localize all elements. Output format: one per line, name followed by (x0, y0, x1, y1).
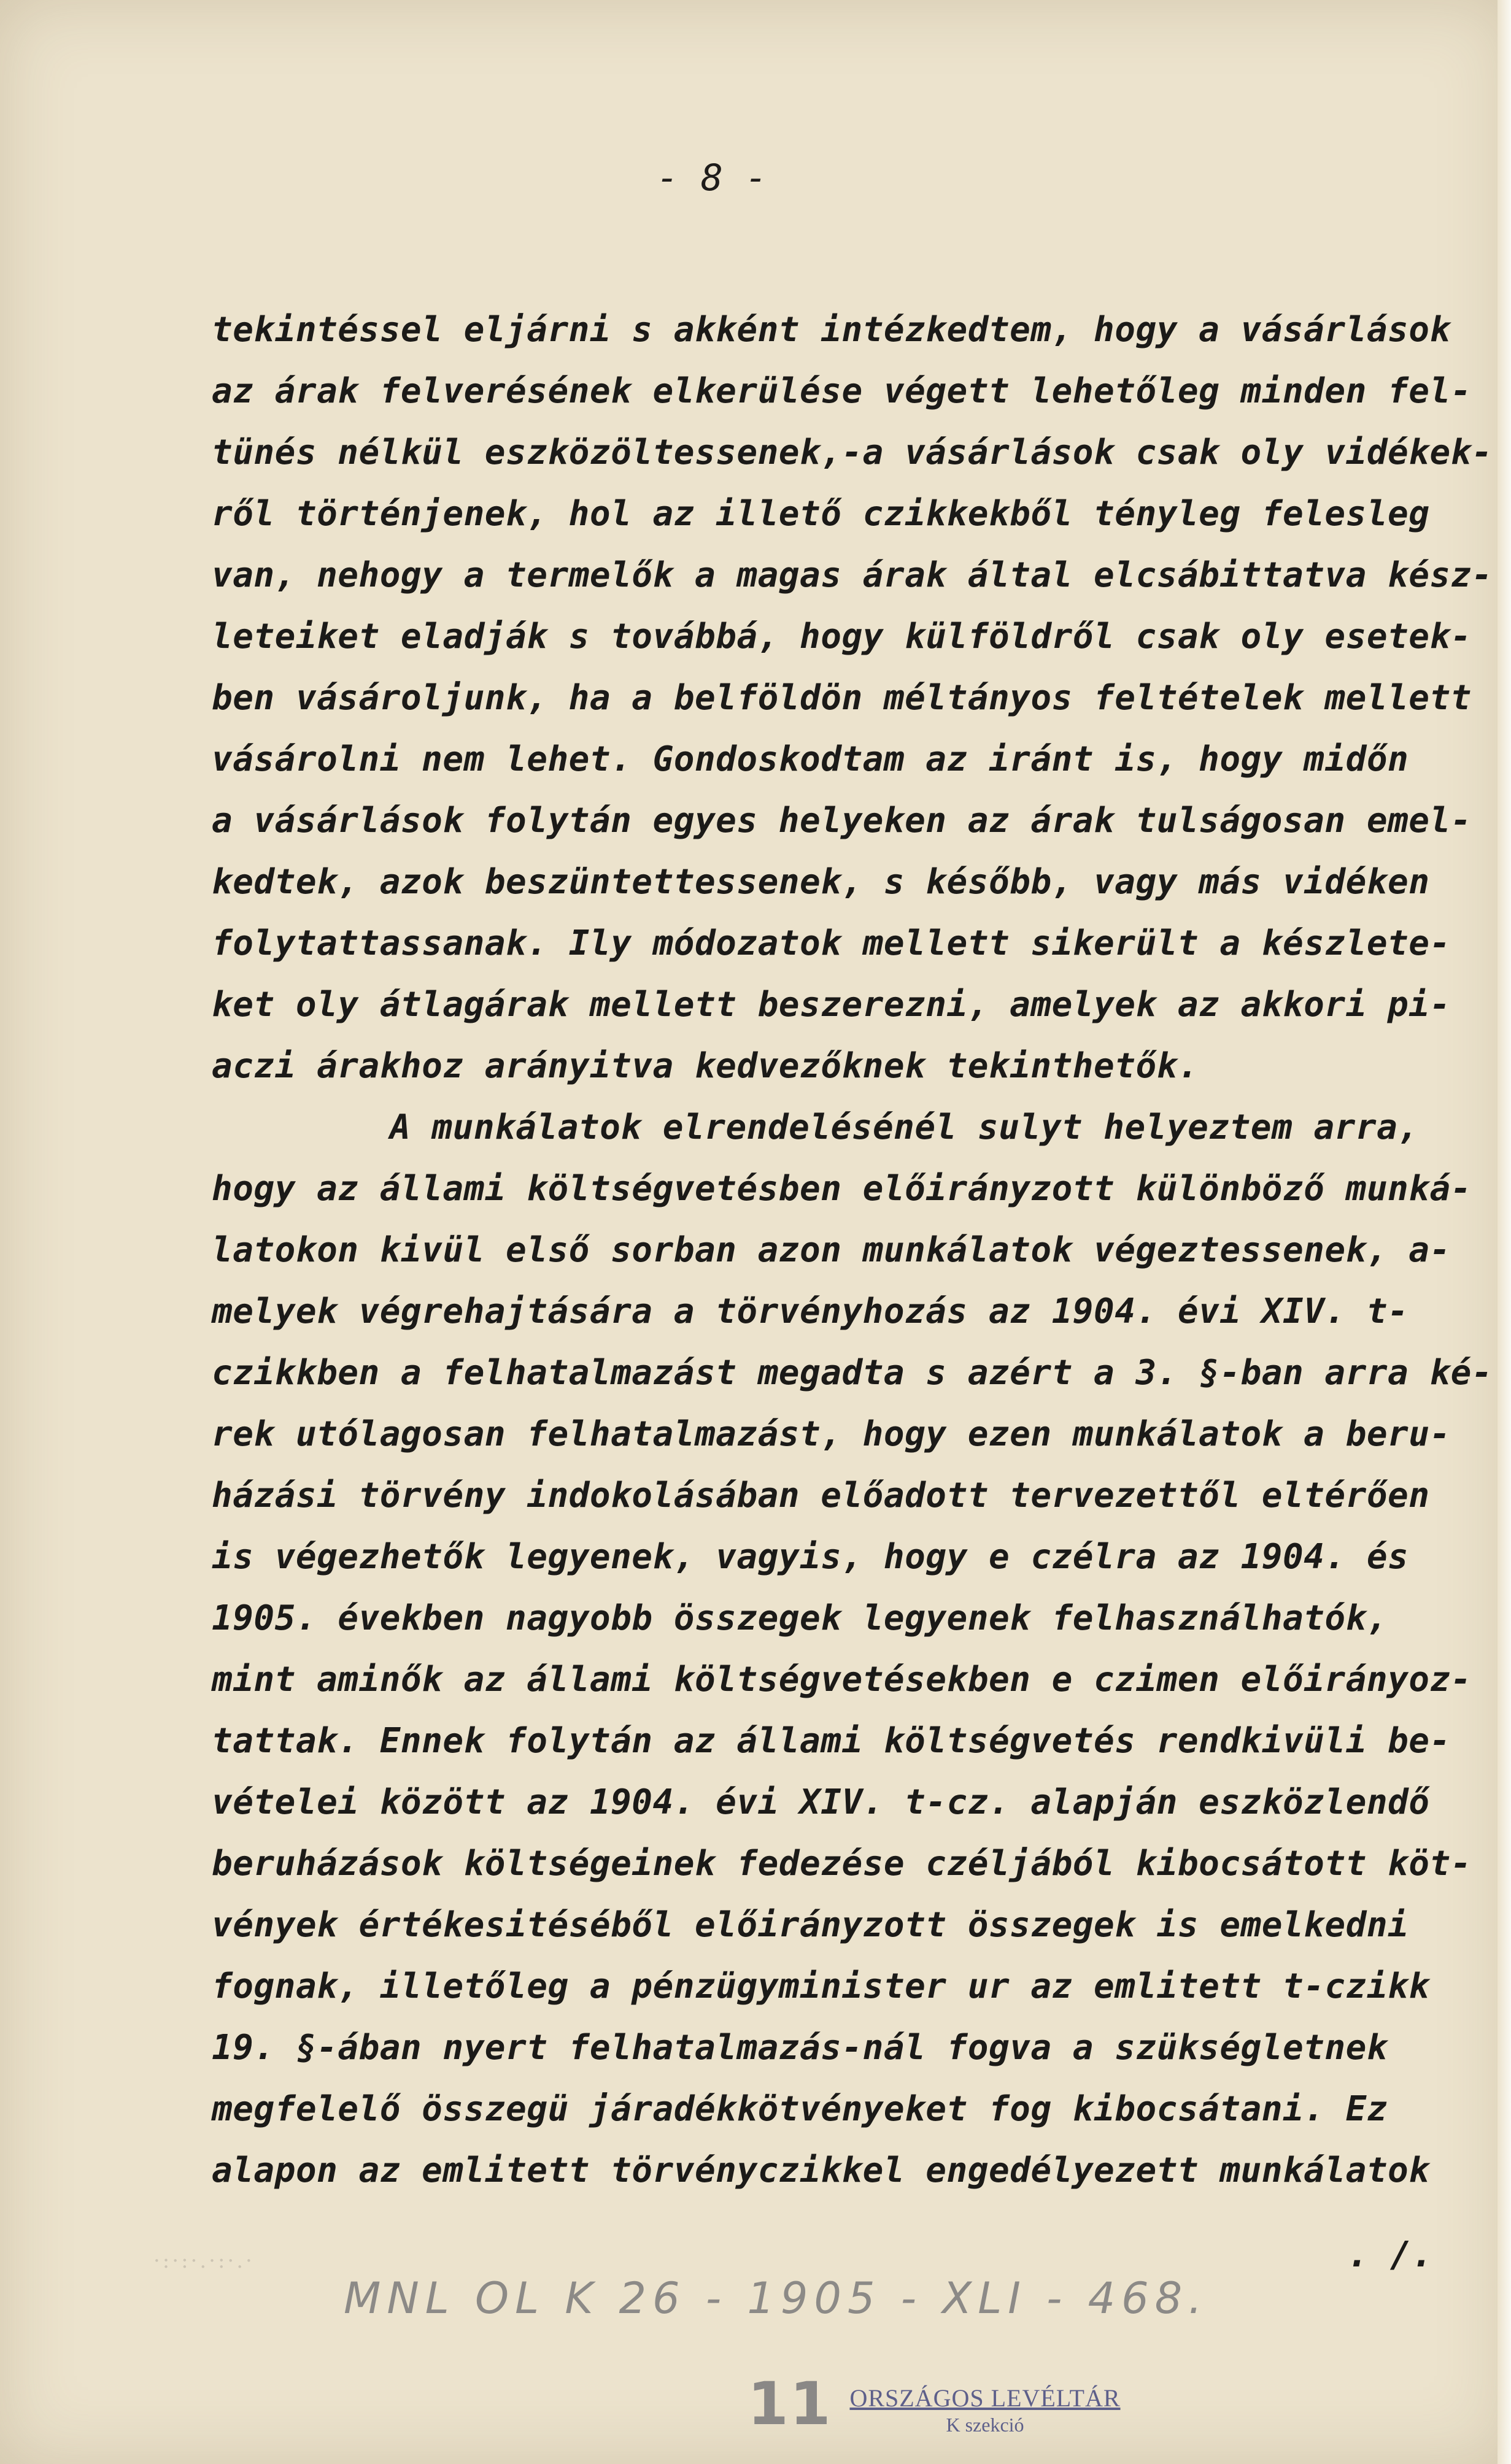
text-line: 19. §-ában nyert felhatalmazás-nál fogva a szükségletnek (212, 2028, 1388, 2068)
text-line: czikkben a felhatalmazást megadta s azért a 3. §-ban arra ké- (212, 1353, 1493, 1393)
archive-stamp (844, 2384, 1126, 2436)
text-line: van, nehogy a termelők a magas árak által elcsábittatva kész- (212, 555, 1493, 595)
text-line: alapon az emlitett törvényczikkel engedélyezett munkálatok (212, 2150, 1430, 2190)
body-text (212, 299, 1493, 2201)
text-line: ket oly átlagárak mellett beszerezni, amelyek az akkori pi- (212, 985, 1451, 1025)
text-line: aczi árakhoz arányitva kedvezőknek tekinthetők. (212, 1046, 1199, 1086)
text-line: ben vásároljunk, ha a belföldön méltányos feltételek mellett (212, 678, 1472, 718)
text-line: fognak, illetőleg a pénzügyminister ur az emlitett t-czikk (212, 1966, 1430, 2006)
page-number: - 8 - (656, 156, 768, 199)
scan-edge (1497, 0, 1511, 2464)
text-line: 1905. években nagyobb összegek legyenek felhasználhatók, (212, 1598, 1388, 1638)
text-line: is végezhetők legyenek, vagyis, hogy e czélra az 1904. és (212, 1537, 1409, 1577)
archival-reference-note: MNL OL K 26 - 1905 - XLI - 468. (344, 2273, 1208, 2323)
archive-stamp-section: K szekció (946, 2414, 1024, 2436)
archive-stamp-name: ORSZÁGOS LEVÉLTÁR (849, 2384, 1121, 2412)
text-line: latokon kivül első sorban azon munkálatok végeztessenek, a- (212, 1230, 1451, 1270)
text-line: házási törvény indokolásában előadott tervezettől eltérően (212, 1476, 1430, 1515)
text-line: vételei között az 1904. évi XIV. t-cz. alapján eszközlendő (212, 1782, 1430, 1822)
text-line: ről történjenek, hol az illető czikkekből tényleg felesleg (212, 494, 1430, 534)
text-line: leteiket eladják s továbbá, hogy külföldről csak oly esetek- (212, 617, 1472, 656)
faded-stamp: ·:·:·.·:·.· (153, 2249, 255, 2273)
text-line: tekintéssel eljárni s akként intézkedtem, hogy a vásárlások (212, 310, 1451, 350)
text-line: a vásárlások folytán egyes helyeken az árak tulságosan emel- (212, 801, 1472, 841)
continuation-mark: . /. (1347, 2233, 1433, 2275)
text-line: hogy az állami költségvetésben előirányzott különböző munká- (212, 1169, 1472, 1209)
text-line: vásárolni nem lehet. Gondoskodtam az iránt is, hogy midőn (212, 739, 1409, 779)
text-line: tattak. Ennek folytán az állami költségvetés rendkivüli be- (212, 1721, 1451, 1761)
text-line: folytattassanak. Ily módozatok mellett sikerült a készlete- (212, 923, 1451, 963)
text-line: rek utólagosan felhatalmazást, hogy ezen munkálatok a beru- (212, 1414, 1451, 1454)
text-line: vények értékesitéséből előirányzott összegek is emelkedni (212, 1905, 1409, 1945)
text-line: kedtek, azok beszüntettessenek, s később, vagy más vidéken (212, 862, 1430, 902)
text-line: mint aminők az állami költségvetésekben e czimen előirányoz- (212, 1660, 1472, 1700)
paragraph-start-line: A munkálatok elrendelésénél sulyt helyeztem arra, (390, 1107, 1419, 1147)
text-line: beruházások költségeinek fedezése czéljából kibocsátott köt- (212, 1844, 1472, 1884)
text-line: megfelelő összegü járadékkötvényeket fog kibocsátani. Ez (212, 2089, 1388, 2129)
text-line: tünés nélkül eszközöltessenek,-a vásárlások csak oly vidékek- (212, 433, 1493, 472)
folio-number: 11 (748, 2370, 832, 2438)
text-line: melyek végrehajtására a törvényhozás az 1904. évi XIV. t- (212, 1292, 1409, 1331)
text-line: az árak felverésének elkerülése végett lehetőleg minden fel- (212, 371, 1472, 411)
